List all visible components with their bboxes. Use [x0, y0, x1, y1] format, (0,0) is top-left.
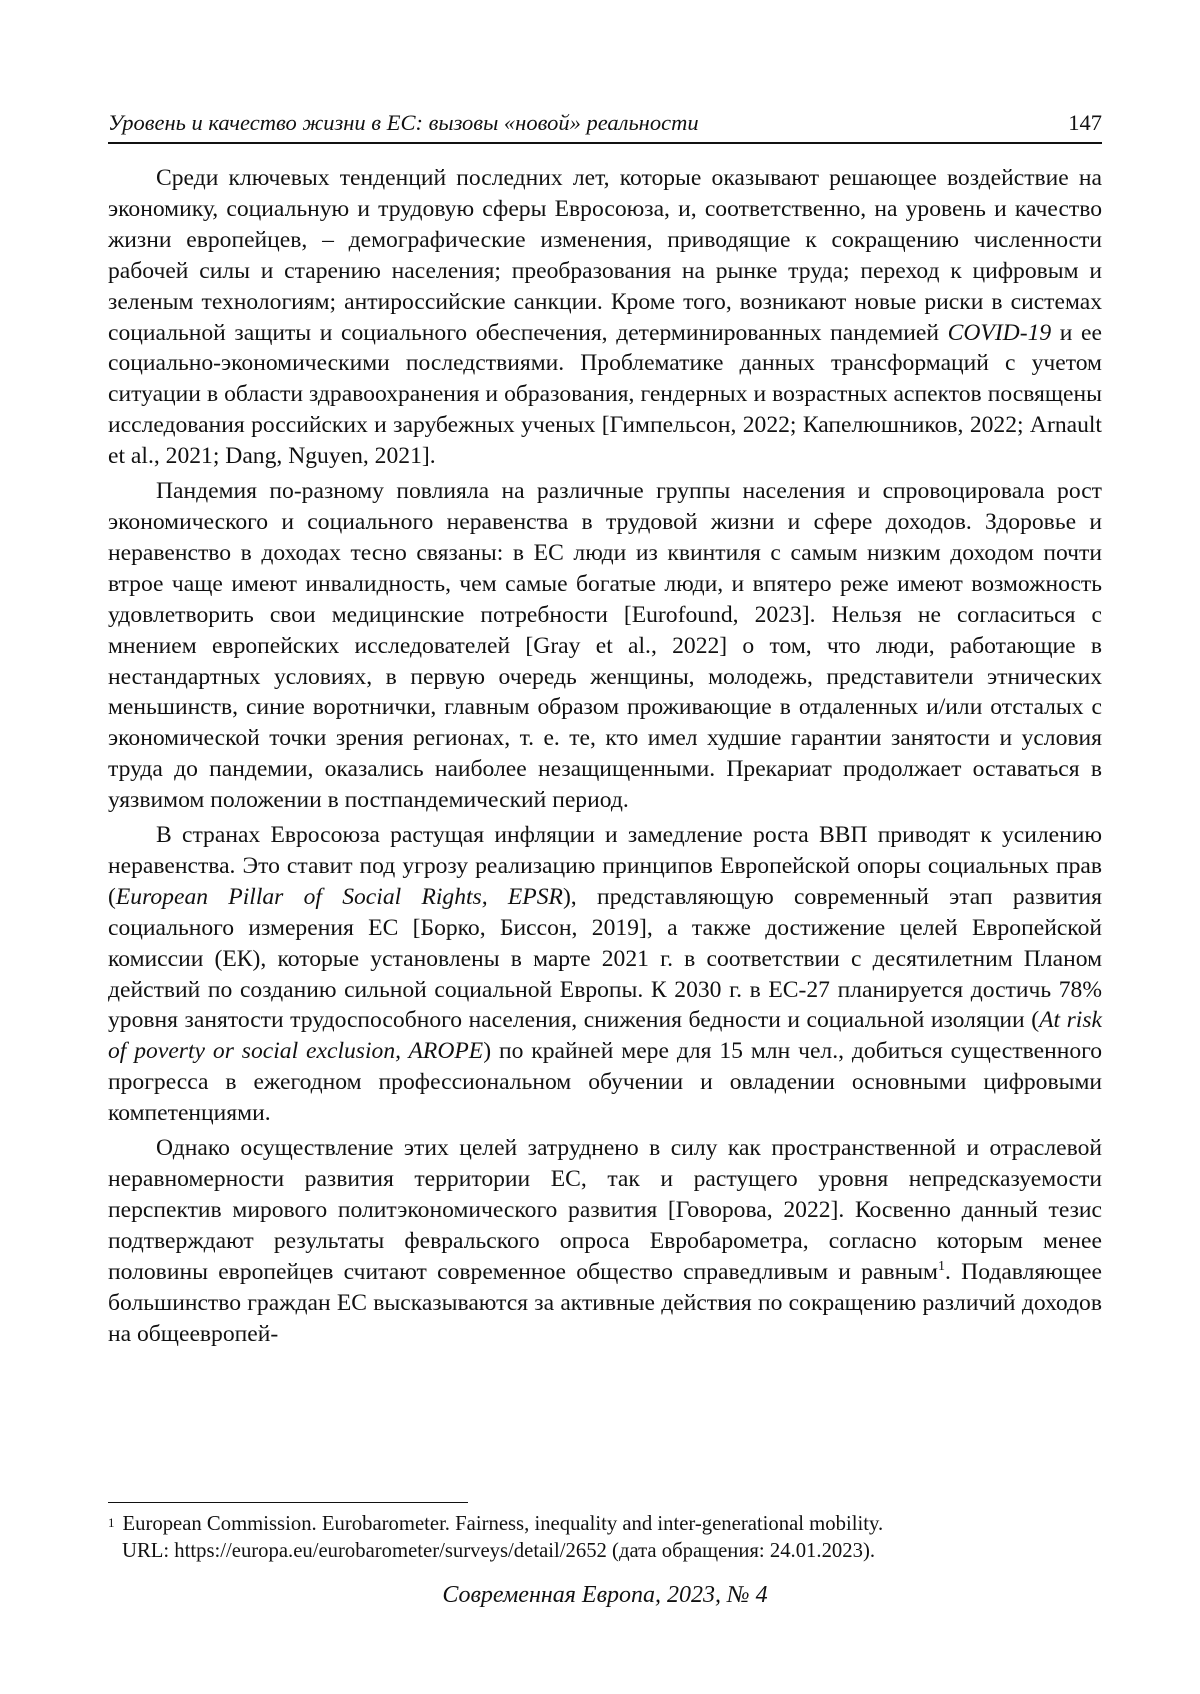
paragraph-3-arope-term: At risk of poverty or social exclusion, AROPE — [108, 1007, 1102, 1065]
page-number: 147 — [1068, 110, 1102, 135]
paragraph-2-text: Пандемия по-разному повлияла на различные группы населения и спровоцировала рост экономического и социального неравенства в трудовой жизни и сфере доходов. Здоровье и неравенство в доходах тесно связаны: в ЕС люди из квинтиля с самым низким доходом почти втрое чаще имеют инвалидность, чем самые богатые люди, и впятеро реже имеют возможность удовлетворить свои медицинские потребности [Eurofound, 2023]. Нельзя не согласиться с мнением европейских исследователей [Gray et al., 2022] о том, что люди, работающие в нестандартных условиях, в первую очередь женщины, молодежь, представители этнических меньшинств, синие воротнички, главным образом проживающие в отдаленных и/или отсталых с экономической точки зрения регионах, т. е. те, кто имел худшие гарантии занятости и условия труда до пандемии, оказались наиболее незащищенными. Прекариат продолжает оставаться в уязвимом положении в постпандемический период. — [108, 478, 1102, 814]
footnote-mark: 1 — [108, 1515, 115, 1530]
running-header — [108, 108, 1102, 144]
running-title: Уровень и качество жизни в ЕС: вызовы «новой» реальности — [108, 110, 699, 135]
paragraph-1 — [108, 163, 1102, 472]
footnote-line-2[interactable]: URL: https://europa.eu/eurobarometer/surveys/detail/2652 (дата обращения: 24.01.2023). — [122, 1540, 876, 1562]
paragraph-3-epsr-term: European Pillar of Social Rights, EPSR — [115, 883, 563, 910]
paragraph-1-covid-term: COVID-19 — [947, 319, 1052, 346]
footnote-reference[interactable]: 1 — [938, 1258, 945, 1274]
article-body — [108, 163, 1102, 1349]
paragraph-3-text-a: В странах Евросоюза растущая инфляции и замедление роста ВВП приводят к усилению неравенства. Это ставит под угрозу реализацию принципов Европейской опоры социальных прав ( — [108, 822, 1102, 910]
footnote-line-1: European Commission. Eurobarometer. Fairness, inequality and inter-generational mobility. — [122, 1513, 884, 1535]
paragraph-1-text-b: и ее социально-экономическими последствиями. Проблематике данных трансформаций с учетом ситуации в области здравоохранения и образования, гендерных и возрастных аспектов посвящены исследования российских и зарубежных ученых [Гимпельсон, 2022; Капелюшников, 2022; Arnault et al., 2021; Dang, Nguyen, 2021]. — [108, 319, 1102, 470]
footnote — [108, 1511, 1102, 1565]
footnote-divider — [108, 1502, 468, 1503]
paragraph-4 — [108, 1133, 1102, 1349]
paragraph-3-text-b: ), представляющую современный этап развития социального измерения ЕС [Борко, Биссон, 2019], а также достижение целей Европейской комиссии (ЕК), которые установлены в марте 2021 г. в соответствии с десятилетним Планом действий по созданию сильной социальной Европы. К 2030 г. в ЕС-27 планируется достичь 78% уровня занятости трудоспособного населения, снижения бедности и социальной изоляции ( — [108, 883, 1102, 1034]
paragraph-1-text-a: Среди ключевых тенденций последних лет, которые оказывают решающее воздействие на экономику, социальную и трудовую сферы Евросоюза, и, соответственно, на уровень и качество жизни европейцев, – демографические изменения, приводящие к сокращению численности рабочей силы и старению населения; преобразования на рынке труда; переход к цифровым и зеленым технологиям; антироссийские санкции. Кроме того, возникают новые риски в системах социальной защиты и социального обеспечения, детерминированных пандемией — [108, 165, 1102, 346]
paragraph-2 — [108, 476, 1102, 816]
paragraph-4-text-b: . Подавляющее большинство граждан ЕС высказываются за активные действия по сокращению различий доходов на общеевропей- — [108, 1258, 1102, 1347]
paragraph-4-text-a: Однако осуществление этих целей затруднено в силу как пространственной и отраслевой неравномерности развития территории ЕС, так и растущего уровня непредсказуемости перспектив мирового политэкономического развития [Говорова, 2022]. Косвенно данный тезис подтверждают результаты февральского опроса Евробарометра, согласно которым менее половины европейцев считают современное общество справедливым и равным — [108, 1135, 1102, 1285]
paragraph-3 — [108, 820, 1102, 1129]
journal-page — [108, 0, 1102, 1694]
journal-footer: Современная Европа, 2023, № 4 — [442, 1582, 768, 1608]
paragraph-3-text-c: ) по крайней мере для 15 млн чел., добиться существенного прогресса в ежегодном профессиональном обучении и овладении основными цифровыми компетенциями. — [108, 1038, 1103, 1127]
